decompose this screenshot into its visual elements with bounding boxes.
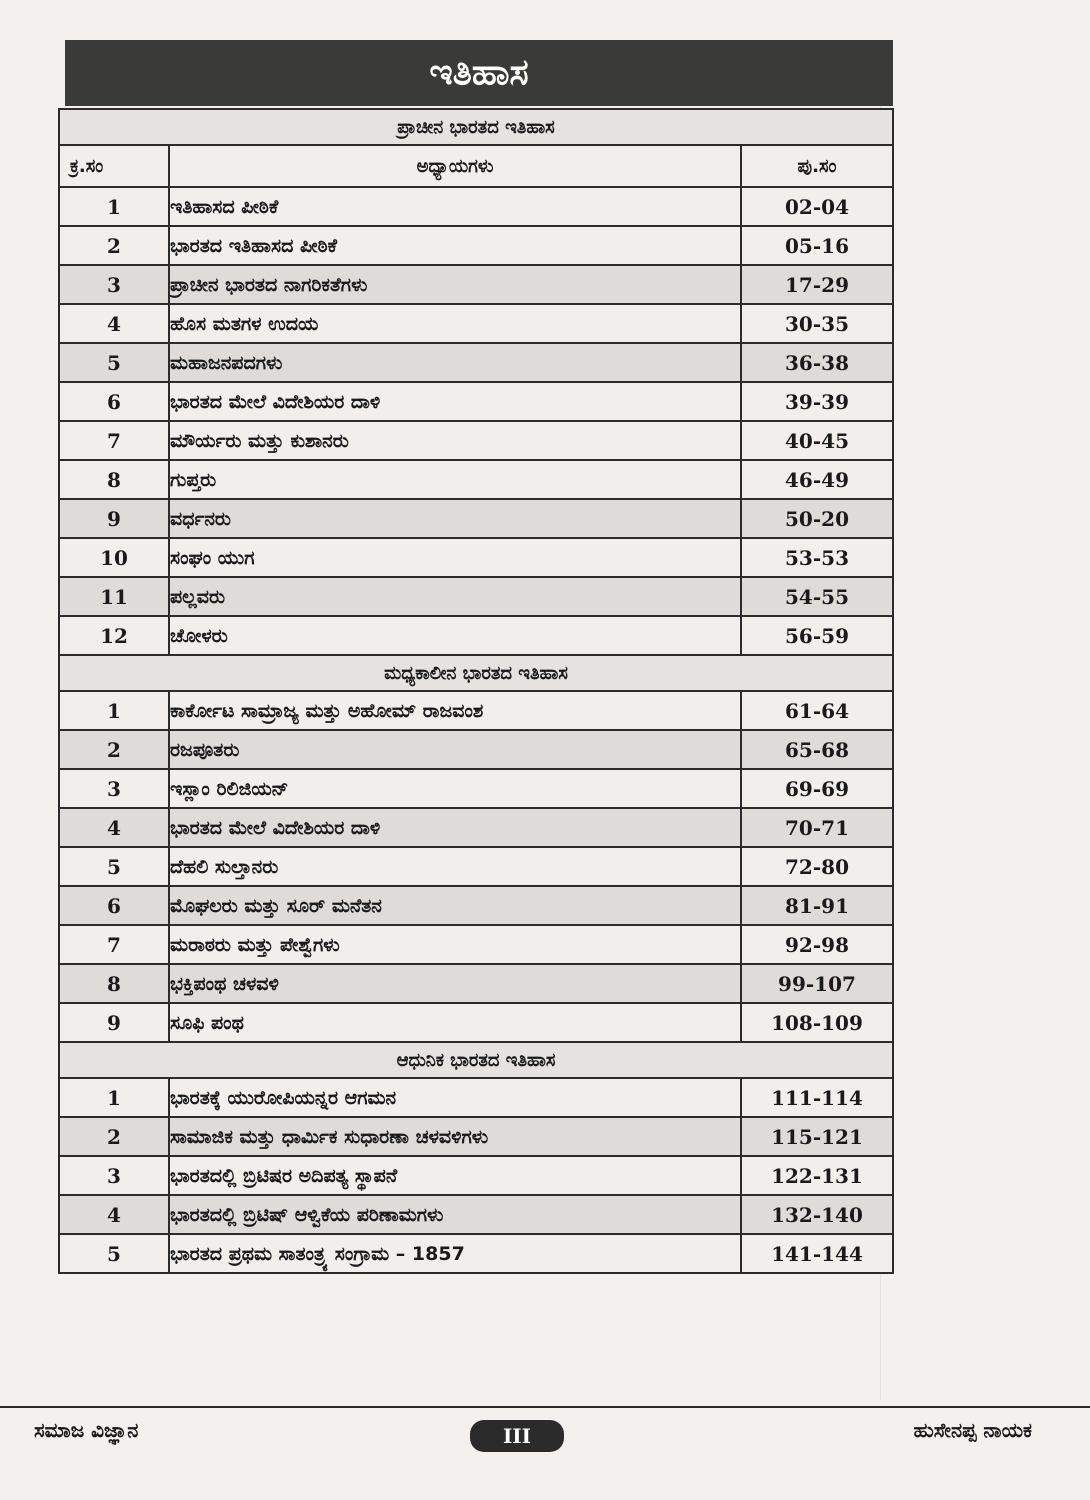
table-row	[59, 769, 893, 808]
table-row	[59, 460, 893, 499]
table-row	[59, 847, 893, 886]
page-range: 122-131	[741, 1156, 893, 1195]
chapter-title: ಭಕ್ತಿಪಂಥ ಚಳವಳಿ	[169, 964, 741, 1003]
chapter-title: ರಜಪೂತರು	[169, 730, 741, 769]
column-header-row	[59, 145, 893, 187]
page-range: 02-04	[741, 187, 893, 226]
table-row	[59, 538, 893, 577]
chapter-title: ಭಾರತಕ್ಕೆ ಯುರೋಪಿಯನ್ನರ ಆಗಮನ	[169, 1078, 741, 1117]
chapter-title: ಭಾರತದ ಪ್ರಥಮ ಸಾತಂತ್ರ್ಯ ಸಂಗ್ರಾಮ – 1857	[169, 1234, 741, 1273]
chapter-number: 4	[59, 1195, 169, 1234]
chapter-title: ದೆಹಲಿ ಸುಲ್ತಾನರು	[169, 847, 741, 886]
page-range: 72-80	[741, 847, 893, 886]
chapter-number: 11	[59, 577, 169, 616]
chapter-number: 5	[59, 847, 169, 886]
chapter-number: 5	[59, 343, 169, 382]
chapter-number: 2	[59, 1117, 169, 1156]
table-row	[59, 691, 893, 730]
chapter-number: 9	[59, 499, 169, 538]
footer-divider	[0, 1406, 1090, 1408]
chapter-number: 5	[59, 1234, 169, 1273]
chapter-number: 3	[59, 1156, 169, 1195]
chapter-title: ಸಂಘಂ ಯುಗ	[169, 538, 741, 577]
table-row	[59, 925, 893, 964]
chapter-number: 2	[59, 730, 169, 769]
section-heading-row	[59, 1042, 893, 1078]
page-range: 132-140	[741, 1195, 893, 1234]
chapter-number: 1	[59, 1078, 169, 1117]
table-row	[59, 382, 893, 421]
table-row	[59, 421, 893, 460]
page-number-badge: III	[470, 1420, 564, 1452]
table-row	[59, 1195, 893, 1234]
table-row	[59, 964, 893, 1003]
section-heading: ಆಧುನಿಕ ಭಾರತದ ಇತಿಹಾಸ	[59, 1042, 893, 1078]
chapter-number: 4	[59, 808, 169, 847]
page-range: 46-49	[741, 460, 893, 499]
chapter-title: ಇಸ್ಲಾಂ ರಿಲಿಜಿಯನ್	[169, 769, 741, 808]
section-heading: ಪ್ರಾಚೀನ ಭಾರತದ ಇತಿಹಾಸ	[59, 109, 893, 145]
chapter-number: 3	[59, 265, 169, 304]
page-range: 61-64	[741, 691, 893, 730]
page-range: 108-109	[741, 1003, 893, 1042]
section-heading-row	[59, 109, 893, 145]
chapter-title: ಪಲ್ಲವರು	[169, 577, 741, 616]
chapter-number: 7	[59, 925, 169, 964]
chapter-number: 7	[59, 421, 169, 460]
chapter-number: 12	[59, 616, 169, 655]
chapter-title: ಇತಿಹಾಸದ ಪೀಠಿಕೆ	[169, 187, 741, 226]
page-range: 69-69	[741, 769, 893, 808]
table-row	[59, 1117, 893, 1156]
chapter-title: ಮೌರ್ಯರು ಮತ್ತು ಕುಶಾನರು	[169, 421, 741, 460]
table-row	[59, 226, 893, 265]
section-heading-row	[59, 655, 893, 691]
page-range: 81-91	[741, 886, 893, 925]
chapter-number: 8	[59, 964, 169, 1003]
table-row	[59, 616, 893, 655]
chapter-number: 2	[59, 226, 169, 265]
chapter-title: ಭಾರತದ ಇತಿಹಾಸದ ಪೀಠಿಕೆ	[169, 226, 741, 265]
table-row	[59, 1234, 893, 1273]
chapter-number: 6	[59, 382, 169, 421]
chapter-number: 8	[59, 460, 169, 499]
table-row	[59, 265, 893, 304]
contents-table	[58, 108, 894, 1274]
page-range: 53-53	[741, 538, 893, 577]
page-title: ಇತಿಹಾಸ	[65, 40, 893, 106]
chapter-number: 3	[59, 769, 169, 808]
column-header-chapters: ಅಧ್ಯಾಯಗಳು	[169, 145, 741, 187]
table-row	[59, 577, 893, 616]
footer-author: ಹುಸೇನಪ್ಪ ನಾಯಕ	[913, 1418, 1032, 1442]
page-range: 141-144	[741, 1234, 893, 1273]
page-range: 54-55	[741, 577, 893, 616]
chapter-title: ಭಾರತದ ಮೇಲೆ ವಿದೇಶಿಯರ ದಾಳಿ	[169, 382, 741, 421]
table-row	[59, 1078, 893, 1117]
page-range: 56-59	[741, 616, 893, 655]
chapter-title: ಕಾರ್ಕೋಟ ಸಾಮ್ರಾಜ್ಯ ಮತ್ತು ಅಹೋಮ್ ರಾಜವಂಶ	[169, 691, 741, 730]
chapter-number: 1	[59, 691, 169, 730]
page-range: 50-20	[741, 499, 893, 538]
page-range: 36-38	[741, 343, 893, 382]
chapter-number: 1	[59, 187, 169, 226]
page-range: 39-39	[741, 382, 893, 421]
page-range: 05-16	[741, 226, 893, 265]
page-range: 92-98	[741, 925, 893, 964]
column-header-sl-no: ಕ್ರ.ಸಂ	[59, 145, 169, 187]
page-range: 30-35	[741, 304, 893, 343]
chapter-title: ಹೊಸ ಮತಗಳ ಉದಯ	[169, 304, 741, 343]
chapter-number: 9	[59, 1003, 169, 1042]
chapter-number: 4	[59, 304, 169, 343]
table-row	[59, 730, 893, 769]
page-range: 17-29	[741, 265, 893, 304]
chapter-title: ಗುಪ್ತರು	[169, 460, 741, 499]
table-row	[59, 1003, 893, 1042]
table-row	[59, 304, 893, 343]
page-range: 40-45	[741, 421, 893, 460]
chapter-title: ಚೋಳರು	[169, 616, 741, 655]
chapter-title: ಮಹಾಜನಪದಗಳು	[169, 343, 741, 382]
chapter-title: ಭಾರತದ ಮೇಲೆ ವಿದೇಶಿಯರ ದಾಳಿ	[169, 808, 741, 847]
chapter-title: ಮರಾಠರು ಮತ್ತು ಪೇಶ್ವೆಗಳು	[169, 925, 741, 964]
page-range: 111-114	[741, 1078, 893, 1117]
section-heading: ಮಧ್ಯಕಾಲೀನ ಭಾರತದ ಇತಿಹಾಸ	[59, 655, 893, 691]
table-row	[59, 499, 893, 538]
table-row	[59, 1156, 893, 1195]
page-range: 99-107	[741, 964, 893, 1003]
page-range: 70-71	[741, 808, 893, 847]
page-range: 65-68	[741, 730, 893, 769]
chapter-title: ಭಾರತದಲ್ಲಿ ಬ್ರಿಟಿಷ್ ಆಳ್ವಿಕೆಯ ಪರಿಣಾಮಗಳು	[169, 1195, 741, 1234]
chapter-title: ಪ್ರಾಚೀನ ಭಾರತದ ನಾಗರಿಕತೆಗಳು	[169, 265, 741, 304]
chapter-title: ಮೊಘಲರು ಮತ್ತು ಸೂರ್ ಮನೆತನ	[169, 886, 741, 925]
table-row	[59, 343, 893, 382]
page-range: 115-121	[741, 1117, 893, 1156]
chapter-title: ವರ್ಧನರು	[169, 499, 741, 538]
chapter-title: ಸೂಫಿ ಪಂಥ	[169, 1003, 741, 1042]
table-row	[59, 187, 893, 226]
chapter-number: 10	[59, 538, 169, 577]
table-row	[59, 886, 893, 925]
chapter-title: ಸಾಮಾಜಿಕ ಮತ್ತು ಧಾರ್ಮಿಕ ಸುಧಾರಣಾ ಚಳವಳಿಗಳು	[169, 1117, 741, 1156]
contents-table-body	[59, 109, 893, 1273]
chapter-title: ಭಾರತದಲ್ಲಿ ಬ್ರಿಟಿಷರ ಅದಿಪತ್ಯ ಸ್ಥಾಪನೆ	[169, 1156, 741, 1195]
footer-subject: ಸಮಾಜ ವಿಜ್ಞಾನ	[34, 1418, 139, 1442]
chapter-number: 6	[59, 886, 169, 925]
column-header-page-no: ಪು.ಸಂ	[741, 145, 893, 187]
table-row	[59, 808, 893, 847]
